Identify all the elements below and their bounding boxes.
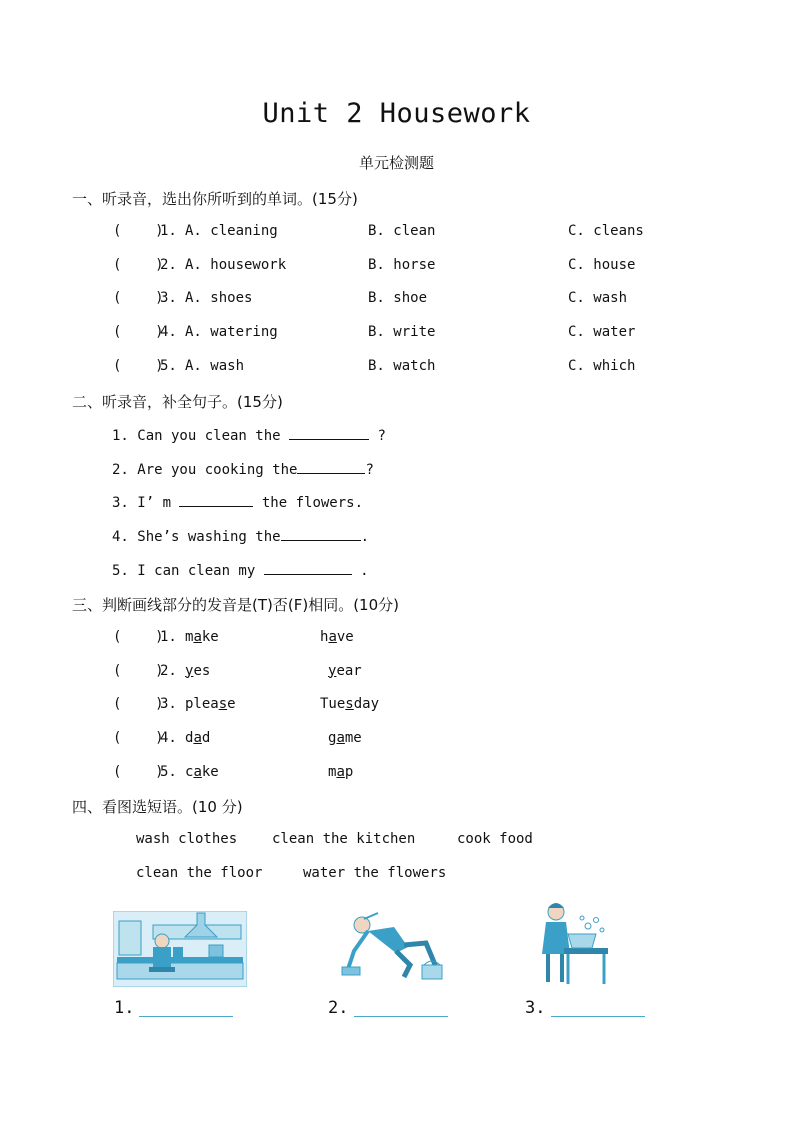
phrase-wash-clothes: wash clothes [136, 831, 238, 847]
fill-blank[interactable] [281, 527, 361, 541]
answer-paren[interactable]: ( ) [113, 324, 164, 341]
word-2 [328, 730, 362, 746]
question-number: 1. [160, 629, 177, 645]
option-a: A. shoes [185, 290, 253, 307]
answer-paren[interactable]: ( ) [113, 256, 164, 273]
question-number: 4. [160, 324, 177, 341]
word-1 [185, 730, 210, 746]
sentence-row [112, 561, 369, 579]
sentence-start: 4. She’s washing the [112, 529, 281, 546]
sentence-start: 3. I’ m [112, 495, 180, 512]
page-subtitle: 单元检测题 [358, 154, 434, 172]
option-b: B. clean [368, 223, 436, 239]
word-part: es [193, 662, 211, 679]
answer-paren[interactable]: ( ) [113, 662, 164, 679]
underlined-letter: s [218, 696, 228, 713]
answer-paren[interactable]: ( ) [113, 357, 164, 374]
sentence-end: ? [369, 428, 386, 444]
underlined-letter: a [193, 763, 202, 780]
option-c: C. which [568, 357, 636, 374]
underlined-letter: a [193, 730, 202, 747]
sentence-row [112, 460, 374, 478]
word-2 [328, 663, 362, 679]
sentence-end: . [351, 562, 369, 579]
section2-heading: 二、听录音，补全句子。(15分) [72, 393, 283, 411]
section4-heading: 四、看图选短语。(10 分) [72, 798, 243, 816]
fill-blank[interactable] [264, 561, 352, 575]
answer-paren[interactable]: ( ) [113, 290, 164, 307]
answer-line-2[interactable] [354, 1016, 448, 1017]
option-c: C. house [568, 256, 636, 273]
word-part: e [227, 696, 236, 713]
underlined-letter: a [328, 629, 337, 645]
sentence-start: 5. I can clean my [112, 562, 264, 579]
word-part: p [344, 763, 354, 780]
option-a: A. watering [185, 324, 278, 341]
fill-blank[interactable] [297, 460, 365, 474]
washing-illustration [538, 900, 612, 990]
sentence-start: 2. Are you cooking the [112, 461, 298, 478]
fill-blank[interactable] [289, 426, 369, 440]
word-part: c [185, 763, 194, 780]
word-part: day [353, 696, 380, 713]
phrase-clean-floor: clean the floor [136, 865, 263, 881]
word-1 [185, 629, 219, 645]
question-number: 4. [160, 730, 177, 747]
option-c: C. wash [568, 290, 628, 307]
question-number: 5. [160, 763, 177, 780]
word-part: m [328, 763, 337, 780]
word-1 [185, 663, 210, 679]
option-c: C. water [568, 324, 636, 341]
underlined-letter: a [336, 730, 345, 747]
word-1 [185, 696, 236, 712]
answer-label-1: 1. [114, 998, 135, 1018]
question-number: 1. [160, 223, 177, 239]
answer-paren[interactable]: ( ) [113, 629, 164, 645]
sentence-row [112, 426, 386, 444]
question-number: 3. [160, 696, 177, 713]
answer-paren[interactable]: ( ) [113, 730, 164, 747]
word-2 [328, 764, 353, 780]
word-1 [185, 764, 219, 780]
option-b: B. shoe [368, 290, 428, 307]
question-number: 2. [160, 662, 177, 679]
answer-paren[interactable]: ( ) [113, 223, 164, 239]
sentence-end: . [360, 529, 370, 546]
word-part: ear [336, 662, 362, 679]
word-part: d [185, 730, 194, 747]
option-b: B. write [368, 324, 436, 341]
sentence-row [112, 527, 369, 545]
word-part: ke [201, 629, 219, 645]
word-part: m [185, 629, 194, 645]
fill-blank[interactable] [179, 493, 253, 507]
word-part: ke [201, 763, 219, 780]
sentence-end: the flowers. [253, 495, 364, 512]
word-part: Tue [320, 696, 346, 713]
option-c: C. cleans [568, 223, 644, 239]
phrase-water-flowers: water the flowers [303, 865, 447, 881]
phrase-clean-kitchen: clean the kitchen [272, 831, 416, 847]
option-a: A. housework [185, 256, 287, 273]
word-part: ve [336, 629, 354, 645]
underlined-letter: a [193, 629, 202, 645]
sentence-row [112, 493, 363, 511]
section1-heading: 一、听录音，选出你所听到的单词。(15分) [72, 190, 358, 208]
question-number: 2. [160, 256, 177, 273]
page-title: Unit 2 Housework [262, 98, 531, 129]
question-number: 3. [160, 290, 177, 307]
option-a: A. cleaning [185, 223, 278, 239]
underlined-letter: s [345, 696, 354, 713]
underlined-letter: a [336, 763, 345, 780]
floor-cleaning-illustration [338, 907, 450, 985]
answer-paren[interactable]: ( ) [113, 763, 164, 780]
answer-label-3: 3. [525, 998, 546, 1018]
option-b: B. horse [368, 256, 436, 273]
word-part: plea [185, 696, 219, 713]
sentence-end: ? [365, 461, 374, 478]
question-number: 5. [160, 357, 177, 374]
option-a: A. wash [185, 357, 245, 374]
answer-paren[interactable]: ( ) [113, 696, 164, 713]
word-part: me [344, 730, 362, 747]
word-part: h [320, 629, 329, 645]
section3-heading: 三、判断画线部分的发音是(T)否(F)相同。(10分) [72, 596, 399, 614]
word-part: d [201, 730, 211, 747]
option-b: B. watch [368, 357, 436, 374]
phrase-cook-food: cook food [457, 831, 533, 847]
word-2 [320, 629, 354, 645]
word-2 [320, 696, 379, 712]
underlined-letter: y [185, 662, 194, 679]
kitchen-illustration [113, 911, 247, 987]
answer-label-2: 2. [328, 998, 349, 1018]
word-part: g [328, 730, 337, 747]
answer-line-1[interactable] [139, 1016, 233, 1017]
underlined-letter: y [328, 662, 337, 679]
answer-line-3[interactable] [551, 1016, 645, 1017]
sentence-start: 1. Can you clean the [112, 428, 290, 444]
